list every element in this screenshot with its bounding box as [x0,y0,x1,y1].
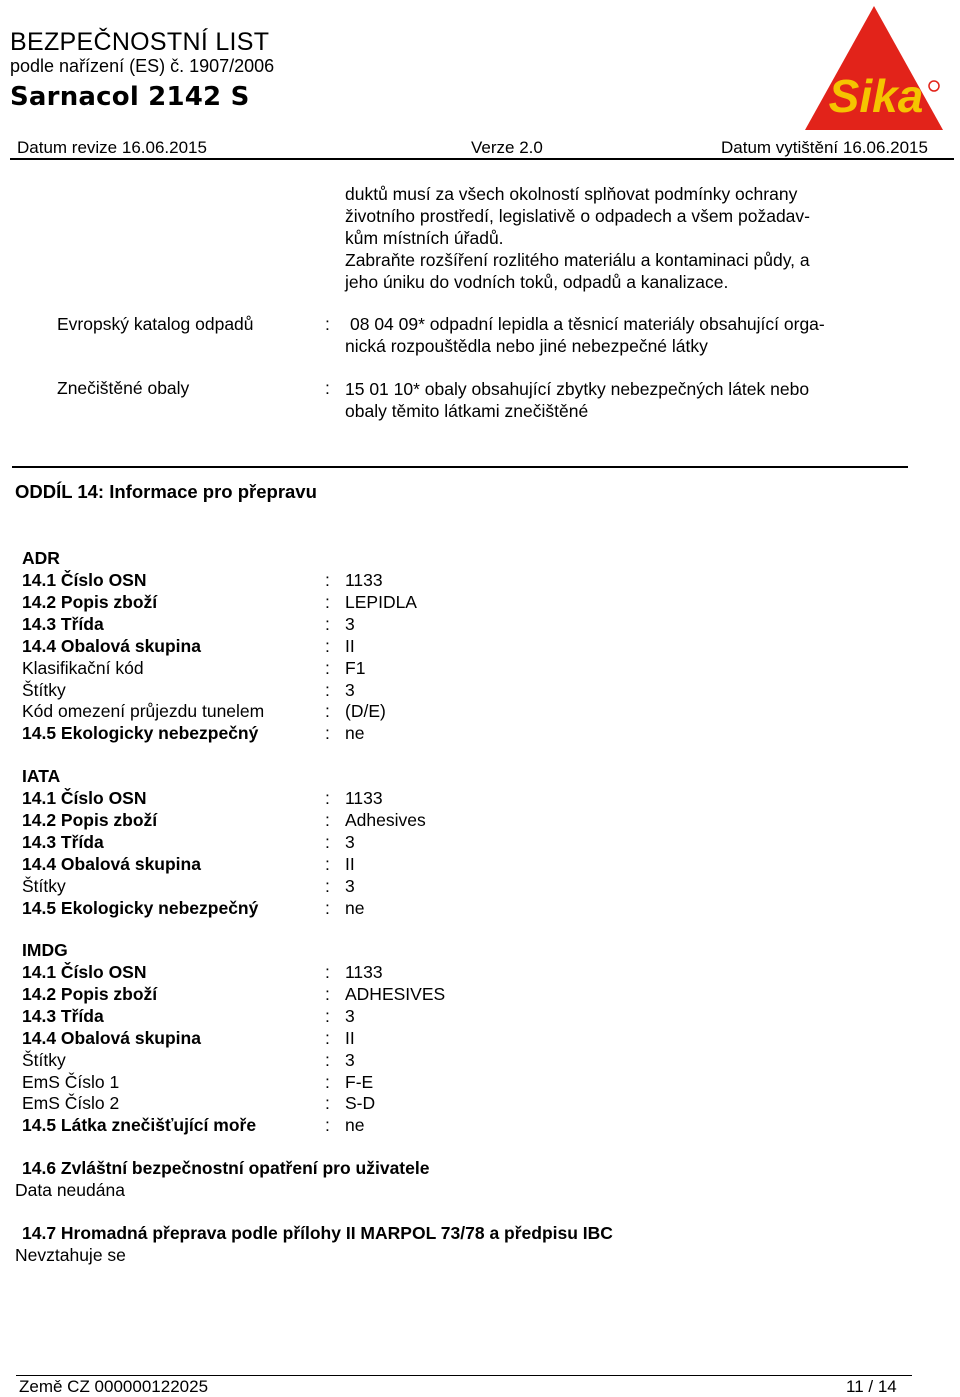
transport-row-label: Kód omezení průjezdu tunelem [22,701,265,721]
transport-row-label: 14.2 Popis zboží [22,592,158,612]
field-colon: : [325,658,330,678]
document-title: BEZPEČNOSTNÍ LIST [10,28,270,56]
field-colon: : [325,832,330,852]
transport-row-value: Adhesives [345,810,426,830]
header-divider [10,158,954,160]
product-name: Sarnacol 2142 S [10,82,250,112]
transport-row-label: Štítky [22,1050,66,1070]
field-colon: : [325,314,330,334]
section-14-7-heading: 14.7 Hromadná přeprava podle přílohy II MARPOL 73/78 a předpisu IBC [22,1223,613,1243]
footer-divider [16,1375,912,1376]
section-14-7-text: Nevztahuje se [15,1245,126,1265]
transport-row-value: II [345,1028,355,1048]
field-colon: : [325,1115,330,1135]
section-14-6-text: Data neudána [15,1180,125,1200]
value-line: nická rozpouštědla nebo jiné nebezpečné látky [345,336,708,356]
print-date: Datum vytištění 16.06.2015 [721,138,928,157]
transport-row-label: Štítky [22,876,66,896]
footer-country-code: Země CZ 000000122025 [19,1377,209,1396]
paragraph-line: kům místních úřadů. [345,228,504,248]
value-line: obaly těmito látkami znečištěné [345,401,589,421]
transport-row-label: 14.4 Obalová skupina [22,636,201,656]
transport-row-value: F-E [345,1072,374,1092]
field-colon: : [325,1093,330,1113]
field-colon: : [325,1006,330,1026]
transport-row-label: 14.5 Ekologicky nebezpečný [22,898,259,918]
version: Verze 2.0 [471,138,543,157]
field-colon: : [325,701,330,721]
transport-row-value: ADHESIVES [345,984,446,1004]
section-14-title: ODDÍL 14: Informace pro přepravu [15,481,317,502]
adr-heading: ADR [22,548,60,568]
transport-row-label: 14.1 Číslo OSN [22,962,147,982]
transport-row-value: II [345,636,355,656]
transport-row-label: Klasifikační kód [22,658,144,678]
section-14-6-heading: 14.6 Zvláštní bezpečnostní opatření pro uživatele [22,1158,430,1178]
field-colon: : [325,1028,330,1048]
field-colon: : [325,854,330,874]
iata-heading: IATA [22,766,61,786]
transport-row-label: 14.5 Látka znečišťující moře [22,1115,257,1135]
transport-row-label: 14.4 Obalová skupina [22,854,201,874]
field-colon: : [325,788,330,808]
field-colon: : [325,723,330,743]
transport-row-label: 14.3 Třída [22,1006,104,1026]
transport-row-label: 14.1 Číslo OSN [22,570,147,590]
revision-date: Datum revize 16.06.2015 [17,138,207,157]
transport-row-value: 3 [345,1006,355,1026]
transport-row-value: 3 [345,1050,355,1070]
transport-row-value: (D/E) [345,701,386,721]
transport-row-value: 3 [345,614,355,634]
contaminated-packaging-value [345,378,875,422]
transport-row-value: ne [345,898,365,918]
field-colon: : [325,592,330,612]
logo-text: Sika [828,70,924,122]
transport-row-value: LEPIDLA [345,592,417,612]
disposal-paragraph [345,183,885,293]
field-colon: : [325,962,330,982]
paragraph-line: duktů musí za všech okolností splňovat podmínky ochrany [345,184,798,204]
paragraph-line: Zabraňte rozšíření rozlitého materiálu a kontaminaci půdy, a [345,250,810,270]
field-colon: : [325,984,330,1004]
transport-row-value: F1 [345,658,366,678]
transport-row-label: 14.2 Popis zboží [22,984,158,1004]
transport-row-value: ne [345,723,365,743]
field-colon: : [325,876,330,896]
field-colon: : [325,614,330,634]
paragraph-line: životního prostředí, legislativě o odpadech a všem požadav- [345,206,810,226]
transport-row-value: 3 [345,876,355,896]
paragraph-line: jeho úniku do vodních toků, odpadů a kanalizace. [345,272,729,292]
sika-logo [803,4,945,132]
page-number: 11 / 14 [846,1377,897,1396]
transport-row-label: 14.3 Třída [22,832,104,852]
regulation-reference: podle nařízení (ES) č. 1907/2006 [10,56,275,76]
transport-row-value: II [345,854,355,874]
transport-row-label: 14.5 Ekologicky nebezpečný [22,723,259,743]
field-colon: : [325,378,330,398]
transport-row-value: 1133 [345,788,383,808]
transport-row-label: EmS Číslo 2 [22,1093,120,1113]
section-divider [12,466,908,468]
transport-row-label: 14.3 Třída [22,614,104,634]
transport-row-value: ne [345,1115,365,1135]
transport-row-label: 14.4 Obalová skupina [22,1028,201,1048]
field-colon: : [325,570,330,590]
transport-row-label: EmS Číslo 1 [22,1072,120,1092]
contaminated-packaging-label: Znečištěné obaly [57,378,190,398]
transport-row-value: S-D [345,1093,376,1113]
field-colon: : [325,1050,330,1070]
transport-row-label: 14.1 Číslo OSN [22,788,147,808]
field-colon: : [325,1072,330,1092]
waste-catalog-label: Evropský katalog odpadů [57,314,254,334]
transport-row-value: 1133 [345,570,383,590]
value-line: 15 01 10* obaly obsahující zbytky nebezpečných látek nebo [345,379,810,399]
transport-row-label: Štítky [22,680,66,700]
transport-row-value: 1133 [345,962,383,982]
field-colon: : [325,810,330,830]
transport-row-value: 3 [345,832,355,852]
field-colon: : [325,636,330,656]
transport-row-label: 14.2 Popis zboží [22,810,158,830]
field-colon: : [325,680,330,700]
field-colon: : [325,898,330,918]
registered-mark-icon [929,81,939,91]
transport-row-value: 3 [345,680,355,700]
waste-catalog-value [345,313,880,357]
value-line: 08 04 09* odpadní lepidla a těsnicí materiály obsahující orga- [350,314,825,334]
imdg-heading: IMDG [22,940,68,960]
